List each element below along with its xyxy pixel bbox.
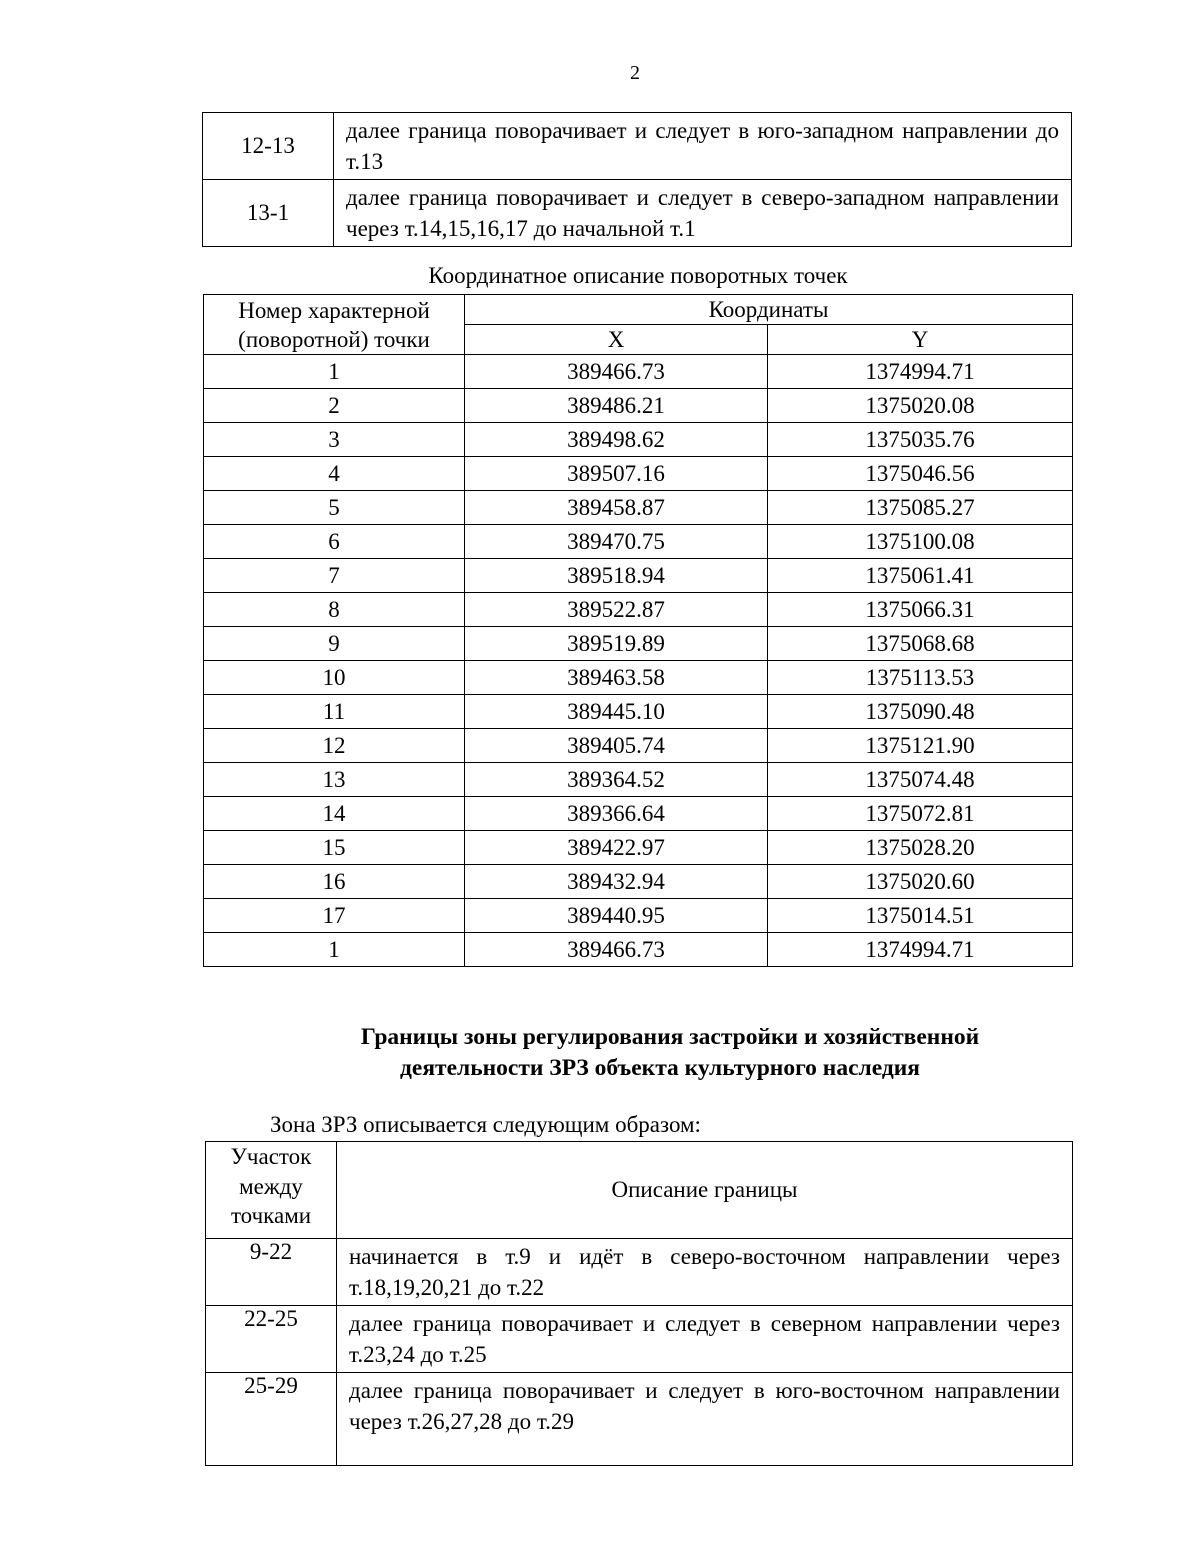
- description-cell: начинается в т.9 и идёт в северо-восточном направлении через т.18,19,20,21 до т.22: [337, 1239, 1073, 1306]
- table-row: [206, 1239, 1073, 1306]
- point-number-cell: 1: [204, 933, 465, 967]
- x-coordinate-cell: 389522.87: [465, 593, 768, 627]
- point-number-cell: 16: [204, 865, 465, 899]
- segment-cell: 13-1: [203, 180, 334, 247]
- table-row: [204, 389, 1073, 423]
- y-coordinate-cell: 1375020.08: [768, 389, 1073, 423]
- table-row: [204, 831, 1073, 865]
- table-row: [203, 113, 1072, 180]
- header-segment-line: между: [239, 1173, 303, 1199]
- x-coordinate-cell: 389507.16: [465, 457, 768, 491]
- x-coordinate-cell: 389405.74: [465, 729, 768, 763]
- y-coordinate-cell: 1375113.53: [768, 661, 1073, 695]
- segment-cell: 12-13: [203, 113, 334, 180]
- table-row: [206, 1373, 1073, 1466]
- heading-line: Границы зоны регулирования застройки и хозяйственной: [360, 1024, 980, 1050]
- description-cell: далее граница поворачивает и следует в юго-восточном направлении через т.26,27,28 до т.29: [337, 1373, 1073, 1466]
- x-coordinate-cell: 389463.58: [465, 661, 768, 695]
- table-header-row: [204, 295, 1073, 325]
- y-coordinate-cell: 1375014.51: [768, 899, 1073, 933]
- description-cell: далее граница поворачивает и следует в северном направлении через т.23,24 до т.25: [337, 1306, 1073, 1373]
- segment-cell: 22-25: [206, 1306, 337, 1373]
- zone-intro-text: Зона ЗРЗ описывается следующим образом:: [270, 1112, 701, 1137]
- description-cell: далее граница поворачивает и следует в северо-западном направлении через т.14,15,16,17 до начальной т.1: [334, 180, 1072, 247]
- y-coordinate-cell: 1375090.48: [768, 695, 1073, 729]
- x-coordinate-cell: 389498.62: [465, 423, 768, 457]
- y-coordinate-cell: 1375046.56: [768, 457, 1073, 491]
- y-coordinate-cell: 1375035.76: [768, 423, 1073, 457]
- heading-line: деятельности ЗРЗ объекта культурного наследия: [400, 1055, 920, 1081]
- x-coordinate-cell: 389518.94: [465, 559, 768, 593]
- table-row: [204, 355, 1073, 389]
- point-number-cell: 9: [204, 627, 465, 661]
- boundary-segments-table: [202, 112, 1072, 247]
- point-number-cell: 7: [204, 559, 465, 593]
- coordinates-caption: Координатное описание поворотных точек: [428, 263, 848, 288]
- table-row: [204, 423, 1073, 457]
- table-row: [204, 559, 1073, 593]
- y-coordinate-cell: 1374994.71: [768, 933, 1073, 967]
- table-row: [204, 865, 1073, 899]
- header-y: Y: [768, 325, 1073, 355]
- y-coordinate-cell: 1375085.27: [768, 491, 1073, 525]
- point-number-cell: 2: [204, 389, 465, 423]
- x-coordinate-cell: 389486.21: [465, 389, 768, 423]
- page-number: 2: [630, 62, 640, 84]
- x-coordinate-cell: 389440.95: [465, 899, 768, 933]
- point-number-cell: 15: [204, 831, 465, 865]
- segment-cell: 9-22: [206, 1239, 337, 1306]
- y-coordinate-cell: 1375066.31: [768, 593, 1073, 627]
- header-x: X: [465, 325, 768, 355]
- table-header-row: [206, 1142, 1073, 1239]
- section-heading: [260, 1022, 1080, 1084]
- x-coordinate-cell: 389519.89: [465, 627, 768, 661]
- point-number-cell: 17: [204, 899, 465, 933]
- point-number-cell: 4: [204, 457, 465, 491]
- table-row: [204, 525, 1073, 559]
- y-coordinate-cell: 1375100.08: [768, 525, 1073, 559]
- table-row: [204, 797, 1073, 831]
- y-coordinate-cell: 1375068.68: [768, 627, 1073, 661]
- y-coordinate-cell: 1375028.20: [768, 831, 1073, 865]
- y-coordinate-cell: 1375121.90: [768, 729, 1073, 763]
- x-coordinate-cell: 389432.94: [465, 865, 768, 899]
- x-coordinate-cell: 389366.64: [465, 797, 768, 831]
- table-row: [204, 457, 1073, 491]
- table-row: [204, 593, 1073, 627]
- header-segment-line: Участок: [230, 1144, 312, 1169]
- x-coordinate-cell: 389364.52: [465, 763, 768, 797]
- point-number-cell: 14: [204, 797, 465, 831]
- header-description: Описание границы: [337, 1142, 1073, 1239]
- table-row: [204, 627, 1073, 661]
- y-coordinate-cell: 1374994.71: [768, 355, 1073, 389]
- x-coordinate-cell: 389445.10: [465, 695, 768, 729]
- description-cell: далее граница поворачивает и следует в юго-западном направлении до т.13: [334, 113, 1072, 180]
- point-number-cell: 10: [204, 661, 465, 695]
- table-row: [204, 899, 1073, 933]
- point-number-cell: 3: [204, 423, 465, 457]
- table-row: [206, 1306, 1073, 1373]
- header-point-number: Номер характерной (поворотной) точки: [204, 295, 465, 355]
- point-number-cell: 1: [204, 355, 465, 389]
- point-number-cell: 6: [204, 525, 465, 559]
- header-segment: [206, 1142, 337, 1239]
- table-row: [204, 491, 1073, 525]
- x-coordinate-cell: 389466.73: [465, 933, 768, 967]
- table-row: [204, 763, 1073, 797]
- table-row: [204, 661, 1073, 695]
- point-number-cell: 5: [204, 491, 465, 525]
- point-number-cell: 13: [204, 763, 465, 797]
- x-coordinate-cell: 389466.73: [465, 355, 768, 389]
- table-row: [203, 180, 1072, 247]
- y-coordinate-cell: 1375072.81: [768, 797, 1073, 831]
- zrz-zone-table: [205, 1141, 1073, 1466]
- segment-cell: 25-29: [206, 1373, 337, 1466]
- table-row: [204, 729, 1073, 763]
- x-coordinate-cell: 389470.75: [465, 525, 768, 559]
- header-coordinates: Координаты: [465, 295, 1073, 325]
- header-segment-line: точками: [230, 1203, 312, 1228]
- y-coordinate-cell: 1375020.60: [768, 865, 1073, 899]
- point-number-cell: 8: [204, 593, 465, 627]
- coordinates-table: [203, 294, 1073, 967]
- point-number-cell: 11: [204, 695, 465, 729]
- point-number-cell: 12: [204, 729, 465, 763]
- x-coordinate-cell: 389422.97: [465, 831, 768, 865]
- table-row: [204, 695, 1073, 729]
- y-coordinate-cell: 1375074.48: [768, 763, 1073, 797]
- table-row: [204, 933, 1073, 967]
- x-coordinate-cell: 389458.87: [465, 491, 768, 525]
- y-coordinate-cell: 1375061.41: [768, 559, 1073, 593]
